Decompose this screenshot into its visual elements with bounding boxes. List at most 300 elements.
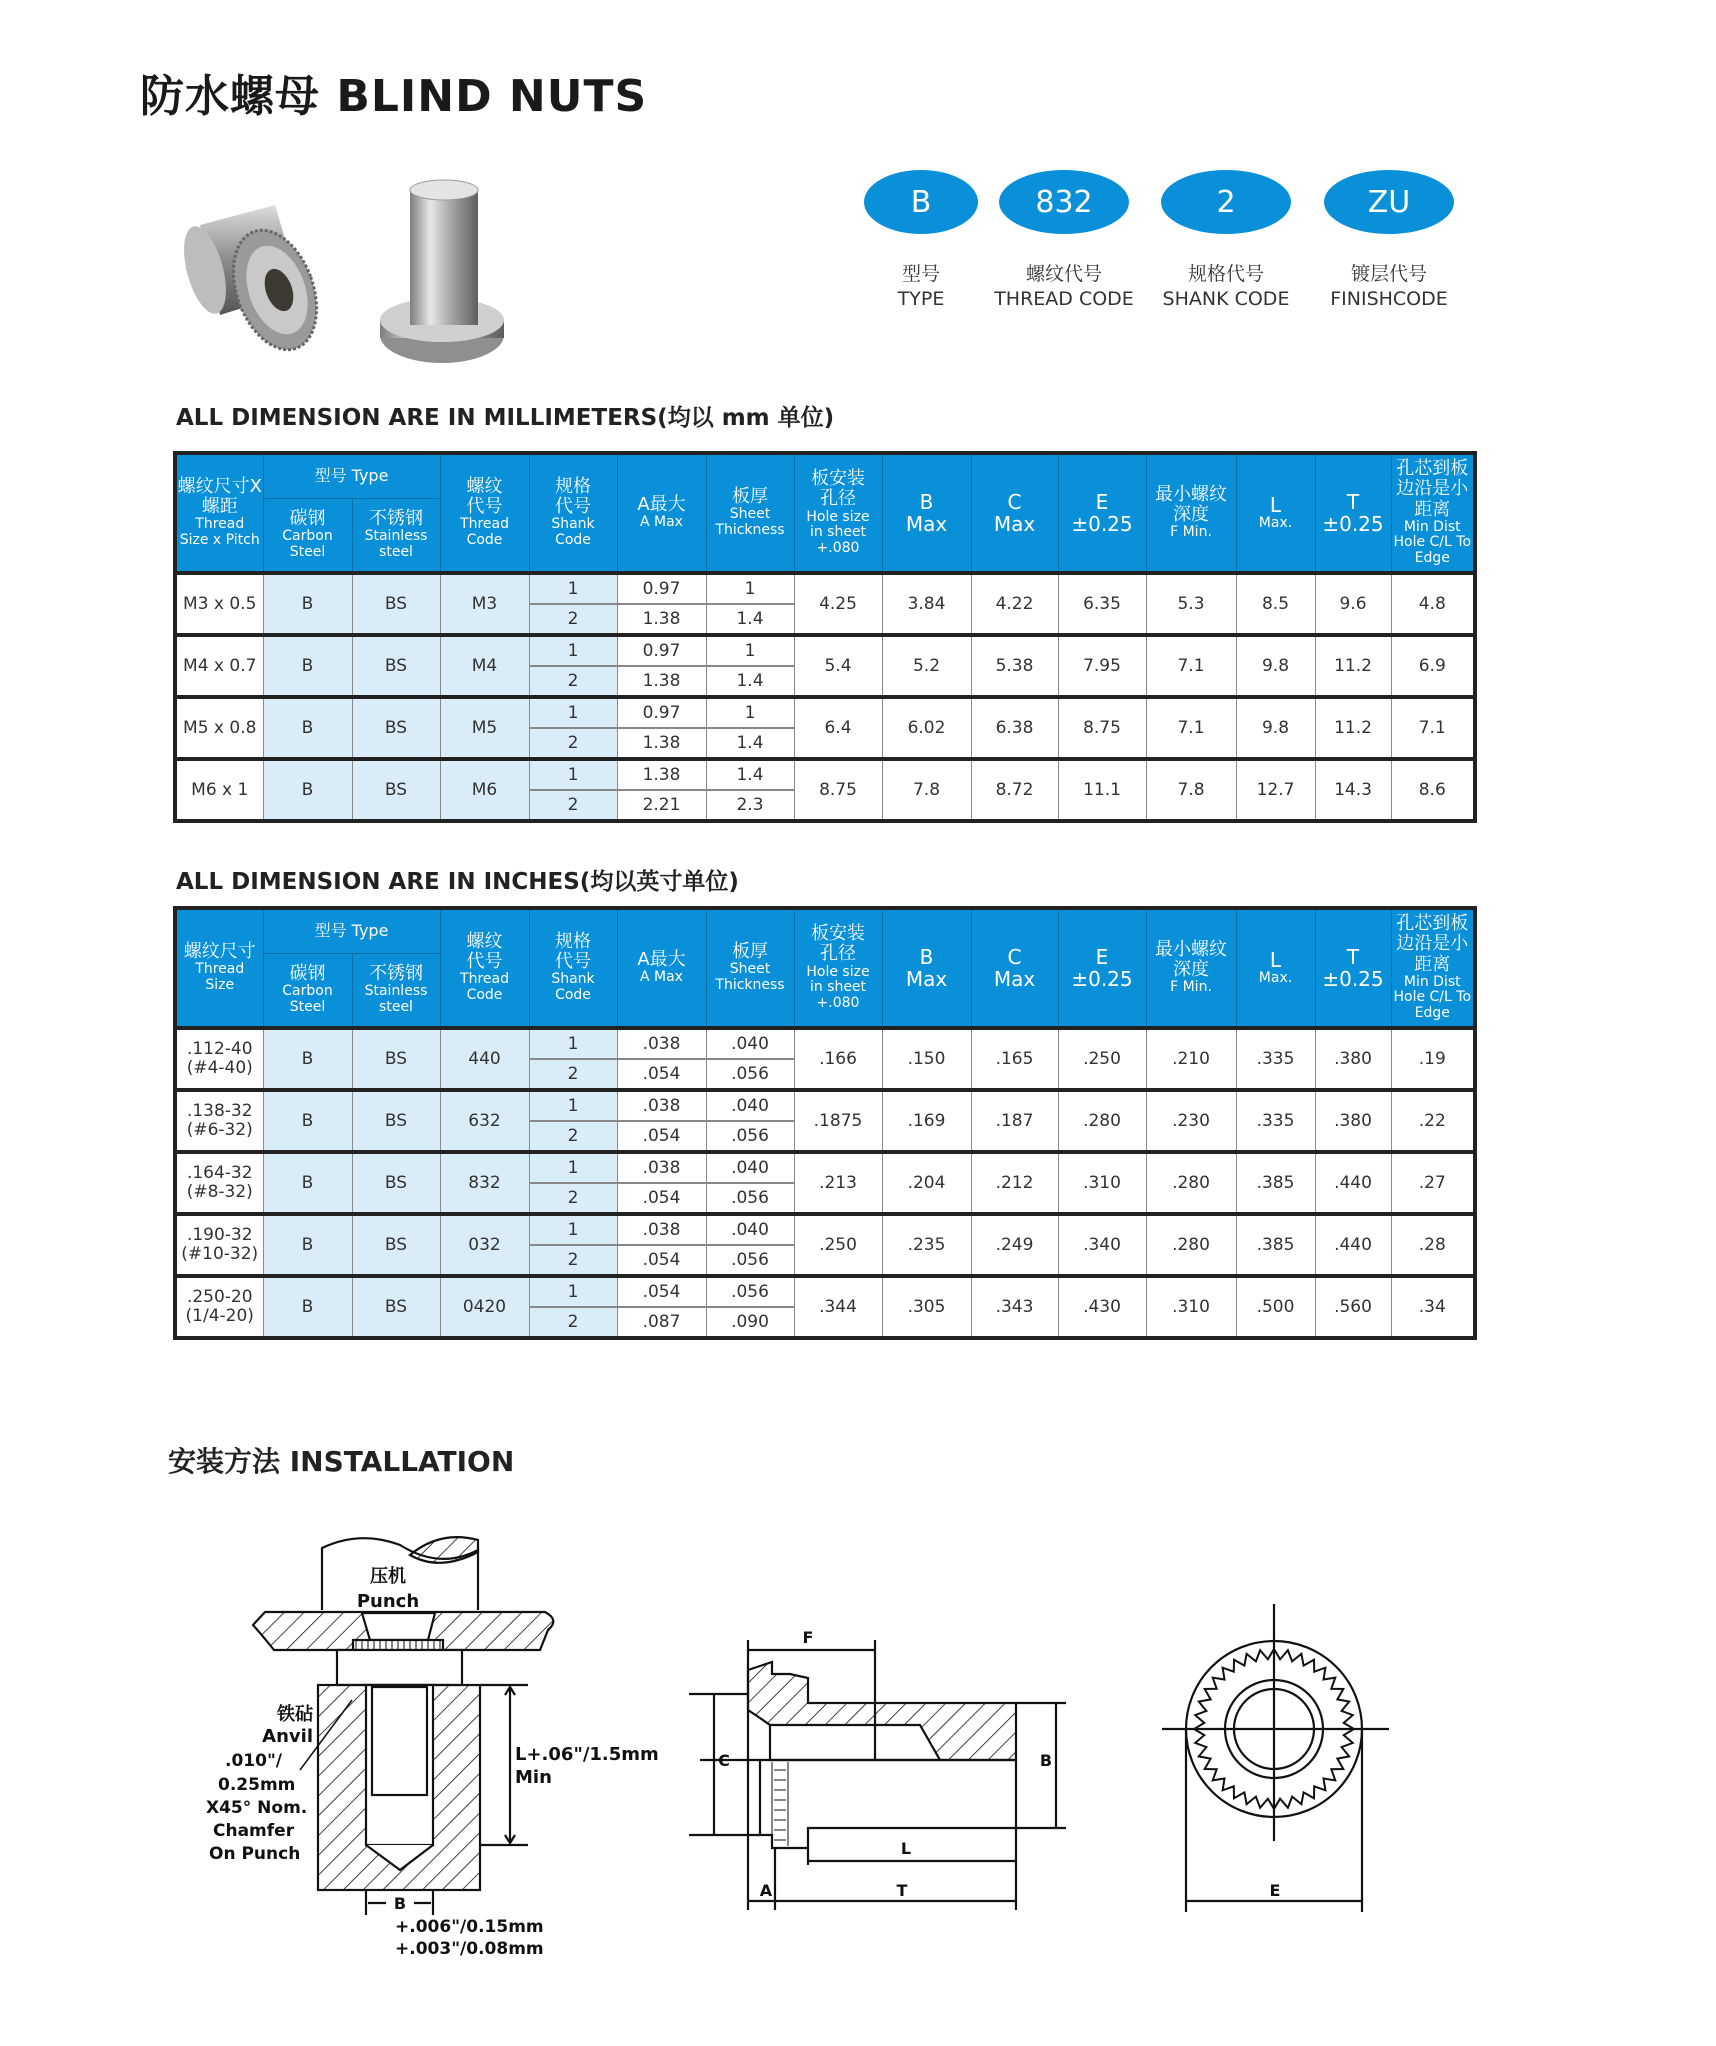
table-row (175, 1152, 1475, 1183)
installation-heading: 安装方法 INSTALLATION (168, 1445, 515, 1478)
header-a-en: A Max (640, 969, 683, 986)
cell-a-max: .038 (617, 1214, 706, 1245)
header-hole (794, 453, 882, 573)
cell-sheet: 1 (706, 697, 794, 728)
cell-l: .335 (1236, 1090, 1315, 1152)
table-row (175, 1276, 1475, 1307)
cell-sheet: .056 (706, 1059, 794, 1090)
header-a (617, 908, 706, 1028)
code-finish-oval: ZU (1324, 170, 1454, 234)
cell-sheet: .040 (706, 1152, 794, 1183)
header-f (1146, 908, 1236, 1028)
cell-t: .560 (1315, 1276, 1391, 1338)
cell-shank: 1 (529, 1214, 617, 1245)
cell-hole: 5.4 (794, 635, 882, 697)
cell-l: 12.7 (1236, 759, 1315, 821)
cell-stainless: BS (352, 1152, 440, 1214)
cell-size: .138-32 (#6-32) (175, 1090, 263, 1152)
header-shank-cn: 规格 代号 (555, 931, 591, 973)
header-hole-en: Hole size in sheet +.080 (806, 508, 870, 556)
hole-dim-label: B (393, 1894, 407, 1913)
header-carbon-en: Carbon Steel (282, 528, 333, 560)
cell-f: 7.8 (1146, 759, 1236, 821)
code-shank-oval: 2 (1161, 170, 1291, 234)
header-carbon-en: Carbon Steel (282, 983, 333, 1015)
depth-label-2: Min (515, 1767, 552, 1788)
cell-e: 6.35 (1058, 573, 1146, 635)
header-e (1058, 453, 1146, 573)
installation-drawings (0, 1500, 1716, 2046)
header-min-cn: 孔芯到板 边沿是小 距离 (1396, 458, 1469, 520)
cell-a-max: .054 (617, 1276, 706, 1307)
cell-b: 7.8 (882, 759, 971, 821)
cell-size: M3 x 0.5 (175, 573, 263, 635)
cell-b: .305 (882, 1276, 971, 1338)
cell-b: 6.02 (882, 697, 971, 759)
header-size (175, 453, 263, 573)
dim-c-label: C (718, 1751, 730, 1770)
header-b-big: B Max (905, 489, 948, 536)
header-stainless (352, 498, 440, 573)
header-l (1236, 453, 1315, 573)
cell-f: 5.3 (1146, 573, 1236, 635)
table-row (175, 1028, 1475, 1059)
punch-label-cn: 压机 (370, 1566, 406, 1587)
cell-min: 4.8 (1391, 573, 1475, 635)
header-carbon-cn: 碳钢 (289, 508, 326, 529)
cell-sheet: .040 (706, 1090, 794, 1121)
cell-shank: 1 (529, 1028, 617, 1059)
cell-shank: 1 (529, 1152, 617, 1183)
cell-e: 7.95 (1058, 635, 1146, 697)
header-t (1315, 453, 1391, 573)
cell-sheet: 1.4 (706, 759, 794, 790)
nut-end-view-diagram (1162, 1604, 1389, 1912)
cell-a-max: .054 (617, 1183, 706, 1214)
cell-min: .27 (1391, 1152, 1475, 1214)
cell-t: 14.3 (1315, 759, 1391, 821)
cell-min: 7.1 (1391, 697, 1475, 759)
cell-shank: 2 (529, 790, 617, 821)
cell-min: .22 (1391, 1090, 1475, 1152)
anvil-label-en: Anvil (262, 1726, 313, 1747)
cell-a-max: .038 (617, 1028, 706, 1059)
header-e-big: E ±0.25 (1071, 489, 1133, 536)
cell-t: .380 (1315, 1028, 1391, 1090)
cell-stainless: BS (352, 1028, 440, 1090)
cell-thread: 832 (440, 1152, 529, 1214)
cell-l: .335 (1236, 1028, 1315, 1090)
cell-shank: 2 (529, 1059, 617, 1090)
cell-thread: M6 (440, 759, 529, 821)
header-thread (440, 453, 529, 573)
code-shank-label (1136, 262, 1316, 312)
header-c-big: C Max (993, 944, 1036, 991)
header-thread-cn: 螺纹 代号 (466, 931, 503, 973)
cell-shank: 2 (529, 666, 617, 697)
cell-c: 6.38 (971, 697, 1058, 759)
cell-carbon: B (263, 1214, 352, 1276)
chamfer-line-2: 0.25mm (218, 1775, 296, 1795)
header-shank-en: Shank Code (551, 516, 595, 549)
header-e-big: E ±0.25 (1071, 944, 1133, 991)
cell-t: .380 (1315, 1090, 1391, 1152)
cell-l: .385 (1236, 1214, 1315, 1276)
header-stainless (352, 953, 440, 1028)
code-type-oval: B (864, 170, 978, 234)
header-f (1146, 453, 1236, 573)
cell-l: .385 (1236, 1152, 1315, 1214)
header-stainless-en: Stainless steel (364, 983, 428, 1015)
cell-f: 7.1 (1146, 697, 1236, 759)
cell-sheet: .056 (706, 1245, 794, 1276)
cell-shank: 1 (529, 573, 617, 604)
cell-shank: 2 (529, 604, 617, 635)
cell-size: .112-40 (#4-40) (175, 1028, 263, 1090)
header-f-en: F Min. (1170, 979, 1212, 996)
dim-e-label: E (1269, 1881, 1281, 1900)
cell-sheet: 2.3 (706, 790, 794, 821)
cell-shank: 1 (529, 697, 617, 728)
header-carbon (263, 953, 352, 1028)
cell-c: 8.72 (971, 759, 1058, 821)
anvil-label-cn: 铁砧 (277, 1704, 313, 1725)
cell-carbon: B (263, 635, 352, 697)
cell-c: .249 (971, 1214, 1058, 1276)
cell-carbon: B (263, 697, 352, 759)
cell-shank: 1 (529, 635, 617, 666)
dim-f-label: F (802, 1628, 814, 1647)
header-shank-cn: 规格 代号 (555, 476, 591, 518)
cell-a-max: .038 (617, 1152, 706, 1183)
header-t-big: T ±0.25 (1322, 944, 1384, 991)
cell-sheet: 1.4 (706, 728, 794, 759)
header-l-big: L (1269, 492, 1282, 517)
header-a-en: A Max (640, 514, 683, 531)
header-thread (440, 908, 529, 1028)
table-row (175, 573, 1475, 604)
header-t-big: T ±0.25 (1322, 489, 1384, 536)
cell-f: .230 (1146, 1090, 1236, 1152)
cell-e: .250 (1058, 1028, 1146, 1090)
cell-l: 9.8 (1236, 635, 1315, 697)
cell-carbon: B (263, 1028, 352, 1090)
header-size (175, 908, 263, 1028)
header-shank (529, 453, 617, 573)
label-en: THREAD CODE (994, 288, 1134, 310)
header-f-cn: 最小螺纹 深度 (1155, 939, 1227, 981)
cell-a-max: 0.97 (617, 573, 706, 604)
cell-e: .430 (1058, 1276, 1146, 1338)
cell-t: 11.2 (1315, 635, 1391, 697)
header-f-en: F Min. (1170, 524, 1212, 541)
dim-t-label: T (896, 1881, 908, 1900)
cell-thread: 032 (440, 1214, 529, 1276)
cell-a-max: .054 (617, 1245, 706, 1276)
cell-sheet: .040 (706, 1028, 794, 1059)
cell-a-max: .038 (617, 1090, 706, 1121)
cell-min: .28 (1391, 1214, 1475, 1276)
header-hole-cn: 板安装 孔径 (811, 923, 865, 965)
table-row (175, 697, 1475, 728)
cell-shank: 2 (529, 1121, 617, 1152)
label-en: TYPE (897, 288, 945, 310)
header-min (1391, 908, 1475, 1028)
table-row (175, 759, 1475, 790)
page-title: 防水螺母 BLIND NUTS (140, 71, 648, 122)
cell-hole: .1875 (794, 1090, 882, 1152)
cell-b: .204 (882, 1152, 971, 1214)
header-carbon-cn: 碳钢 (289, 963, 326, 984)
cell-t: .440 (1315, 1214, 1391, 1276)
header-l (1236, 908, 1315, 1028)
label-en: SHANK CODE (1162, 288, 1290, 310)
cell-a-max: 1.38 (617, 759, 706, 790)
header-l-big: L (1269, 947, 1282, 972)
cell-e: .310 (1058, 1152, 1146, 1214)
header-a-cn: A最大 (637, 949, 686, 971)
code-thread-label (974, 262, 1154, 312)
cell-shank: 1 (529, 759, 617, 790)
header-min-en: Min Dist Hole C/L To Edge (1393, 973, 1472, 1022)
cell-a-max: 1.38 (617, 728, 706, 759)
cell-thread: M3 (440, 573, 529, 635)
header-min-cn: 孔芯到板 边沿是小 距离 (1396, 913, 1469, 975)
header-stainless-en: Stainless steel (364, 528, 428, 560)
nut-lying (180, 205, 332, 361)
cell-size: M4 x 0.7 (175, 635, 263, 697)
header-sheet (706, 908, 794, 1028)
cell-a-max: .054 (617, 1121, 706, 1152)
cell-hole: 4.25 (794, 573, 882, 635)
cell-b: .150 (882, 1028, 971, 1090)
dim-l-label: L (900, 1839, 912, 1858)
inch-heading: ALL DIMENSION ARE IN INCHES(均以英寸单位) (176, 869, 739, 895)
header-stainless-cn: 不锈钢 (369, 508, 423, 529)
header-min-en: Min Dist Hole C/L To Edge (1393, 518, 1472, 567)
cell-f: .280 (1146, 1214, 1236, 1276)
metric-heading: ALL DIMENSION ARE IN MILLIMETERS(均以 mm 单位) (176, 405, 835, 431)
label-en: FINISHCODE (1330, 288, 1448, 310)
header-l-en: Max. (1258, 970, 1293, 987)
depth-label-1: L+.06"/1.5mm (515, 1744, 659, 1765)
header-size-cn: 螺纹尺寸X 螺距 (177, 476, 262, 518)
cell-sheet: .090 (706, 1307, 794, 1338)
product-photo (180, 170, 530, 380)
cell-min: .19 (1391, 1028, 1475, 1090)
chamfer-line-1: .010"/ (225, 1751, 283, 1771)
cell-thread: 632 (440, 1090, 529, 1152)
header-b-big: B Max (905, 944, 948, 991)
header-thread-cn: 螺纹 代号 (466, 476, 503, 518)
cell-stainless: BS (352, 759, 440, 821)
header-size-en: Thread Size (195, 961, 245, 994)
cell-t: 9.6 (1315, 573, 1391, 635)
cell-sheet: 1 (706, 635, 794, 666)
cell-sheet: 1.4 (706, 666, 794, 697)
cell-hole: .250 (794, 1214, 882, 1276)
cell-hole: .213 (794, 1152, 882, 1214)
cell-thread: M5 (440, 697, 529, 759)
header-size-en: Thread Size x Pitch (179, 516, 260, 549)
nut-section-diagram (689, 1640, 1066, 1910)
header-sheet-cn: 板厚 (732, 941, 768, 963)
cell-b: .235 (882, 1214, 971, 1276)
header-shank-en: Shank Code (551, 971, 595, 1004)
cell-f: .310 (1146, 1276, 1236, 1338)
cell-hole: 6.4 (794, 697, 882, 759)
cell-t: .440 (1315, 1152, 1391, 1214)
cell-b: 3.84 (882, 573, 971, 635)
header-stainless-cn: 不锈钢 (369, 963, 423, 984)
table-row (175, 1214, 1475, 1245)
cell-carbon: B (263, 1090, 352, 1152)
header-thread-en: Thread Code (460, 516, 509, 549)
cell-size: .164-32 (#8-32) (175, 1152, 263, 1214)
header-c-big: C Max (993, 489, 1036, 536)
header-hole-cn: 板安装 孔径 (811, 468, 865, 510)
cell-c: .343 (971, 1276, 1058, 1338)
header-sheet-en: Sheet Thickness (715, 961, 785, 994)
cell-c: 4.22 (971, 573, 1058, 635)
cell-l: .500 (1236, 1276, 1315, 1338)
cell-c: 5.38 (971, 635, 1058, 697)
cell-t: 11.2 (1315, 697, 1391, 759)
cell-a-max: 1.38 (617, 604, 706, 635)
tolerance-2: +.003"/0.08mm (395, 1939, 544, 1959)
cell-b: .169 (882, 1090, 971, 1152)
cell-thread: 0420 (440, 1276, 529, 1338)
cell-size: M6 x 1 (175, 759, 263, 821)
chamfer-line-3: X45° Nom. (206, 1798, 308, 1818)
header-t (1315, 908, 1391, 1028)
header-type: 型号 Type (263, 453, 440, 498)
cell-sheet: .056 (706, 1276, 794, 1307)
table-row (175, 635, 1475, 666)
header-min (1391, 453, 1475, 573)
header-sheet-cn: 板厚 (732, 486, 768, 508)
cell-thread: 440 (440, 1028, 529, 1090)
label-cn: 型号 (901, 263, 940, 285)
cell-f: .280 (1146, 1152, 1236, 1214)
punch-label-en: Punch (356, 1591, 420, 1612)
cell-e: .340 (1058, 1214, 1146, 1276)
cell-carbon: B (263, 573, 352, 635)
header-c (971, 453, 1058, 573)
cell-shank: 2 (529, 1183, 617, 1214)
dim-a-label: A (759, 1881, 773, 1900)
chamfer-line-4: Chamfer (213, 1821, 295, 1841)
cell-f: .210 (1146, 1028, 1236, 1090)
header-l-en: Max. (1258, 515, 1293, 532)
cell-a-max: 2.21 (617, 790, 706, 821)
cell-shank: 1 (529, 1276, 617, 1307)
cell-sheet: .056 (706, 1121, 794, 1152)
header-hole-en: Hole size in sheet +.080 (806, 963, 870, 1011)
cell-stainless: BS (352, 573, 440, 635)
code-thread-oval: 832 (999, 170, 1129, 234)
header-sheet-en: Sheet Thickness (715, 506, 785, 539)
header-f-cn: 最小螺纹 深度 (1155, 484, 1227, 526)
cell-min: 8.6 (1391, 759, 1475, 821)
label-cn: 规格代号 (1187, 263, 1264, 285)
header-a-cn: A最大 (637, 494, 686, 516)
cell-stainless: BS (352, 1214, 440, 1276)
cell-min: .34 (1391, 1276, 1475, 1338)
cell-carbon: B (263, 1276, 352, 1338)
cell-thread: M4 (440, 635, 529, 697)
cell-a-max: 0.97 (617, 635, 706, 666)
cell-a-max: .087 (617, 1307, 706, 1338)
header-carbon (263, 498, 352, 573)
cell-shank: 2 (529, 728, 617, 759)
cell-a-max: 0.97 (617, 697, 706, 728)
cell-l: 9.8 (1236, 697, 1315, 759)
cell-sheet: .056 (706, 1183, 794, 1214)
header-b (882, 453, 971, 573)
cell-e: 11.1 (1058, 759, 1146, 821)
cell-b: 5.2 (882, 635, 971, 697)
part-number-code (860, 170, 1480, 320)
cell-carbon: B (263, 759, 352, 821)
cell-shank: 2 (529, 1307, 617, 1338)
chamfer-line-5: On Punch (209, 1844, 301, 1864)
metric-spec-table (173, 451, 1477, 823)
cell-hole: .344 (794, 1276, 882, 1338)
tolerance-1: +.006"/0.15mm (395, 1917, 544, 1937)
header-a (617, 453, 706, 573)
cell-carbon: B (263, 1152, 352, 1214)
cell-size: .250-20 (1/4-20) (175, 1276, 263, 1338)
header-b (882, 908, 971, 1028)
cell-f: 7.1 (1146, 635, 1236, 697)
dim-b-label: B (1039, 1751, 1053, 1770)
cell-c: .165 (971, 1028, 1058, 1090)
cell-hole: .166 (794, 1028, 882, 1090)
header-size-cn: 螺纹尺寸 (183, 941, 256, 963)
cell-min: 6.9 (1391, 635, 1475, 697)
cell-hole: 8.75 (794, 759, 882, 821)
cell-stainless: BS (352, 635, 440, 697)
label-cn: 镀层代号 (1350, 263, 1427, 285)
cell-sheet: 1.4 (706, 604, 794, 635)
cell-shank: 1 (529, 1090, 617, 1121)
header-thread-en: Thread Code (460, 971, 509, 1004)
cell-stainless: BS (352, 1276, 440, 1338)
header-hole (794, 908, 882, 1028)
table-row (175, 1090, 1475, 1121)
cell-e: .280 (1058, 1090, 1146, 1152)
cell-a-max: 1.38 (617, 666, 706, 697)
header-e (1058, 908, 1146, 1028)
cell-c: .212 (971, 1152, 1058, 1214)
inch-spec-table (173, 906, 1477, 1340)
nut-standing (380, 180, 504, 363)
header-sheet (706, 453, 794, 573)
cell-shank: 2 (529, 1245, 617, 1276)
cell-l: 8.5 (1236, 573, 1315, 635)
label-cn: 螺纹代号 (1025, 263, 1102, 285)
code-finish-label (1299, 262, 1479, 312)
header-type: 型号 Type (263, 908, 440, 953)
cell-stainless: BS (352, 697, 440, 759)
cell-stainless: BS (352, 1090, 440, 1152)
header-c (971, 908, 1058, 1028)
cell-size: M5 x 0.8 (175, 697, 263, 759)
cell-e: 8.75 (1058, 697, 1146, 759)
cell-c: .187 (971, 1090, 1058, 1152)
cell-size: .190-32 (#10-32) (175, 1214, 263, 1276)
